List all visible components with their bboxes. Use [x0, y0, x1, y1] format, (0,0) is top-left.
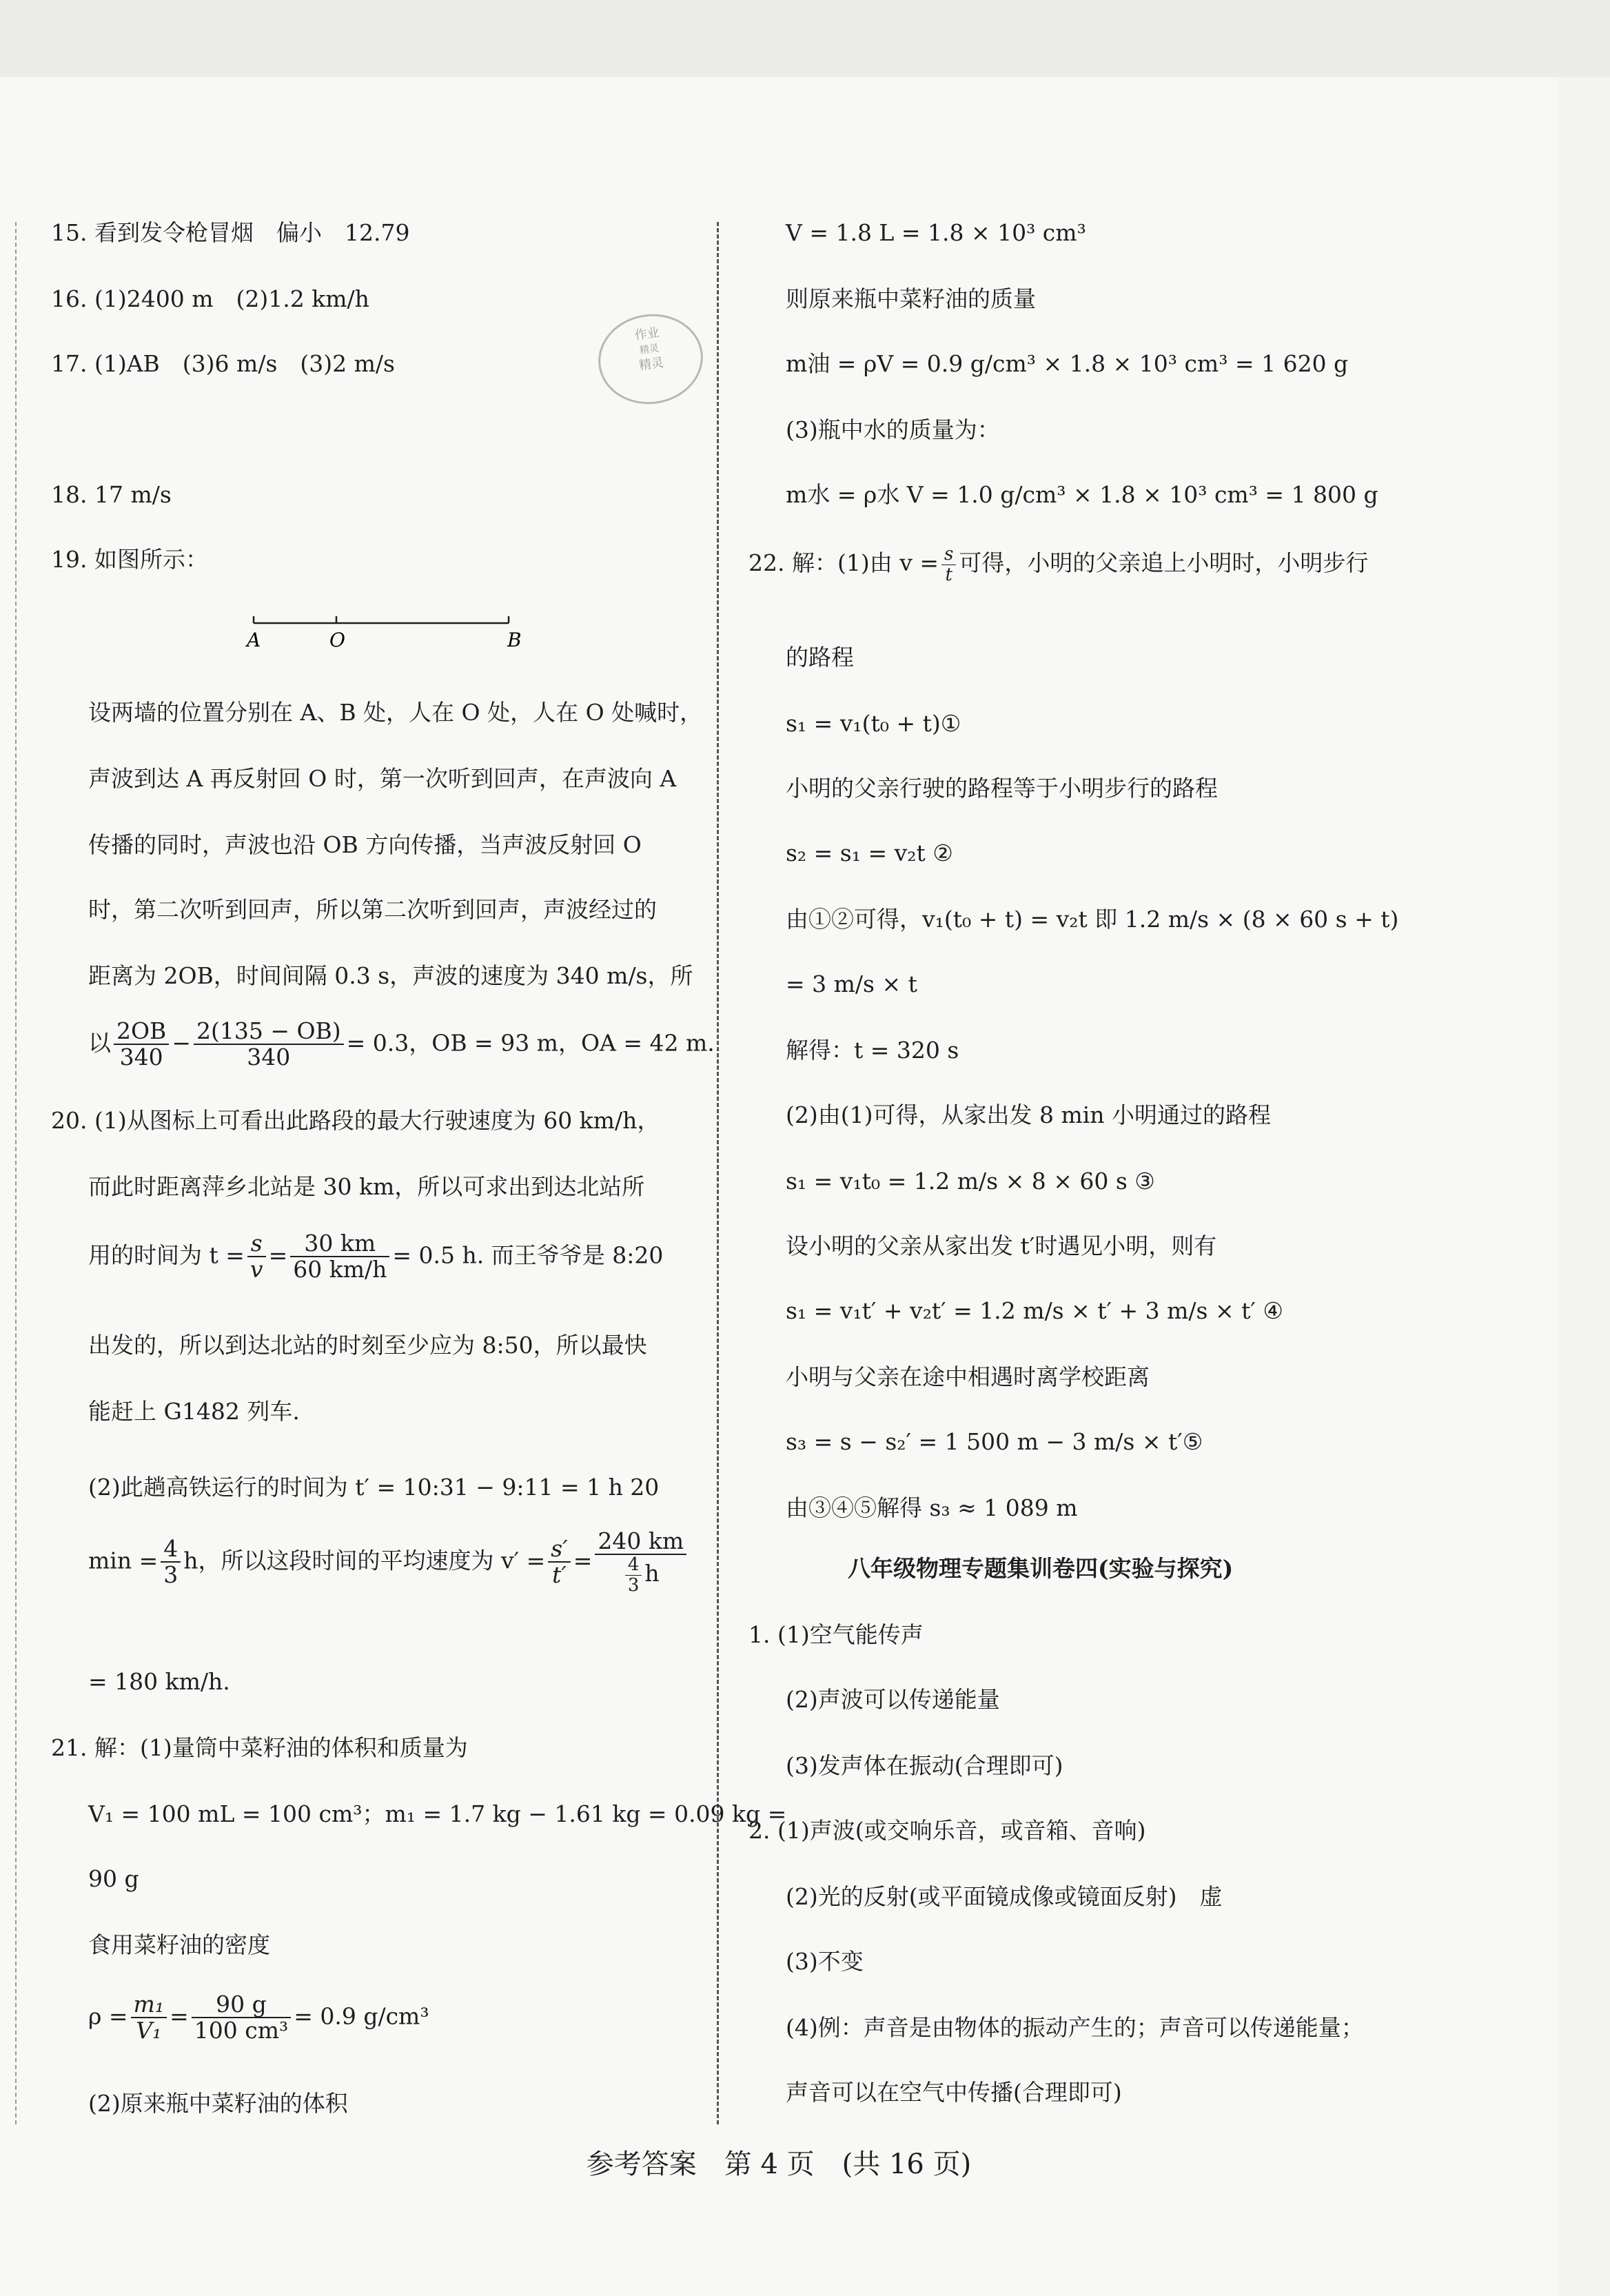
- answer-19-line: 声波到达 A 再反射回 O 时，第一次听到回声，在声波向 A: [88, 765, 677, 792]
- eq-text: =: [268, 1241, 288, 1269]
- fraction: [161, 1536, 181, 1588]
- answer-20-line: 能赶上 G1482 列车.: [88, 1398, 300, 1425]
- fraction: [941, 545, 956, 585]
- eq-text: h，所以这段时间的平均速度为 v′ =: [183, 1547, 546, 1574]
- stamp-text: 精灵: [639, 343, 660, 357]
- fraction-numerator: s: [941, 545, 956, 565]
- answer-21-line: 90 g: [88, 1865, 139, 1892]
- fraction-denominator: t′: [552, 1561, 567, 1589]
- answer-22-line: 由①②可得，v₁(t₀ + t) = v₂t 即 1.2 m/s × (8 × 60 s + t): [786, 906, 1399, 933]
- experiment-2-line: 2. (1)声波(或交响乐音，或音箱、音响): [748, 1817, 1146, 1844]
- answer-20-line: 出发的，所以到达北站的时刻至少应为 8:50，所以最快: [88, 1332, 647, 1359]
- fraction-numerator: m₁: [131, 1992, 167, 2018]
- answer-20-line: 而此时距离萍乡北站是 30 km，所以可求出到达北站所: [88, 1173, 645, 1200]
- fraction-numerator: 2OB: [114, 1019, 169, 1045]
- fraction-numerator: 4: [625, 1555, 642, 1576]
- experiment-1-line: 1. (1)空气能传声: [748, 1621, 924, 1648]
- eq-text: 22. 解：(1)由 v =: [748, 549, 939, 577]
- eq-text: ρ =: [88, 2002, 128, 2030]
- fraction-denominator: 60 km/h: [293, 1256, 387, 1283]
- answer-19-line: 时，第二次听到回声，所以第二次听到回声，声波经过的: [88, 896, 657, 923]
- experiment-1-line: (2)声波可以传递能量: [786, 1686, 1000, 1713]
- left-margin-rule: [15, 222, 17, 2124]
- point-b-label: B: [507, 629, 522, 651]
- answer-21-line: V₁ = 100 mL = 100 cm³；m₁ = 1.7 kg − 1.61 kg = 0.09 kg =: [88, 1800, 787, 1827]
- experiment-2-line: (2)光的反射(或平面镜成像或镜面反射) 虚: [786, 1883, 1223, 1910]
- answer-21-cont: m油 = ρV = 0.9 g/cm³ × 1.8 × 10³ cm³ = 1 620 g: [786, 350, 1349, 377]
- answer-22-line: s₁ = v₁(t₀ + t)①: [786, 710, 961, 737]
- answer-22-line: (2)由(1)可得，从家出发 8 min 小明通过的路程: [786, 1101, 1272, 1128]
- fraction: [290, 1231, 389, 1283]
- eq-text: =: [573, 1547, 593, 1574]
- fraction: [114, 1019, 169, 1070]
- eq-text: = 0.3，OB = 93 m，OA = 42 m.: [346, 1029, 715, 1057]
- answer-22-line: 小明与父亲在途中相遇时离学校距离: [786, 1363, 1150, 1390]
- section-heading: 八年级物理专题集训卷四(实验与探究): [848, 1555, 1234, 1582]
- eq-text: h: [644, 1560, 660, 1587]
- eq-text: min =: [88, 1547, 159, 1574]
- fraction-numerator: s′: [548, 1536, 570, 1563]
- eq-text: 以: [88, 1029, 111, 1057]
- answer-22-line: 由③④⑤解得 s₃ ≈ 1 089 m: [786, 1494, 1078, 1521]
- eq-text: 用的时间为 t =: [88, 1241, 245, 1269]
- answer-21-cont: 则原来瓶中菜籽油的质量: [786, 285, 1036, 312]
- eq-text: 可得，小明的父亲追上小明时，小明步行: [959, 549, 1369, 577]
- eq-text: −: [172, 1029, 191, 1057]
- fraction-numerator: s: [247, 1231, 266, 1257]
- answer-19-line: 距离为 2OB，时间间隔 0.3 s，声波的速度为 340 m/s，所: [88, 962, 693, 989]
- fraction: [548, 1536, 570, 1588]
- answer-21-line: 21. 解：(1)量筒中菜籽油的体积和质量为: [51, 1734, 468, 1761]
- experiment-2-line: (3)不变: [786, 1948, 864, 1975]
- answer-21-cont: V = 1.8 L = 1.8 × 10³ cm³: [786, 219, 1086, 246]
- fraction-denominator: 340: [119, 1044, 163, 1071]
- fraction-denominator: t: [945, 564, 952, 585]
- answer-20-line: (2)此趟高铁运行的时间为 t′ = 10:31 − 9:11 = 1 h 20: [88, 1474, 660, 1501]
- point-a-label: A: [247, 629, 261, 651]
- answer-20-equation: [88, 1529, 689, 1595]
- answer-19-intro: 19. 如图所示：: [51, 546, 208, 573]
- answer-18: 18. 17 m/s: [51, 481, 172, 508]
- page-footer: 参考答案 第 4 页 (共 16 页): [586, 2148, 972, 2180]
- fraction-denominator: V₁: [136, 2017, 162, 2044]
- fraction-denominator: 340: [247, 1044, 291, 1071]
- eq-text: =: [170, 2002, 189, 2030]
- fraction-denominator: 3: [163, 1561, 179, 1589]
- fraction-denominator: 3: [627, 1574, 640, 1596]
- point-o-label: O: [329, 629, 345, 651]
- answer-20-line: = 180 km/h.: [88, 1668, 230, 1695]
- fraction: [192, 1992, 291, 2044]
- top-band: [0, 0, 1610, 77]
- fraction: [595, 1529, 686, 1595]
- answer-22-line: 解得：t = 320 s: [786, 1037, 959, 1064]
- eq-text: = 0.9 g/cm³: [294, 2002, 429, 2030]
- answer-22-line: s₁ = v₁t₀ = 1.2 m/s × 8 × 60 s ③: [786, 1168, 1155, 1195]
- answer-22-line: 的路程: [786, 644, 854, 671]
- fraction-denominator: 100 cm³: [194, 2017, 289, 2044]
- fraction-denominator: [595, 1555, 686, 1595]
- answer-16: 16. (1)2400 m (2)1.2 km/h: [51, 285, 369, 312]
- eq-text: = 0.5 h. 而王爷爷是 8:20: [392, 1241, 664, 1269]
- stamp-text: 精灵: [638, 355, 665, 374]
- answer-22-line: s₂ = s₁ = v₂t ②: [786, 840, 953, 866]
- answer-17: 17. (1)AB (3)6 m/s (3)2 m/s: [51, 350, 395, 377]
- fraction-numerator: 30 km: [290, 1231, 389, 1257]
- fraction: [194, 1019, 344, 1070]
- answer-21-cont: m水 = ρ水 V = 1.0 g/cm³ × 1.8 × 10³ cm³ = 1 800 g: [786, 481, 1378, 508]
- answer-21-equation: [88, 1992, 429, 2044]
- answer-20-equation: [88, 1231, 663, 1283]
- experiment-1-line: (3)发声体在振动(合理即可): [786, 1752, 1063, 1779]
- answer-20-line: 20. (1)从图标上可看出此路段的最大行驶速度为 60 km/h，: [51, 1107, 660, 1134]
- answer-21-line: 食用菜籽油的密度: [88, 1931, 270, 1958]
- answer-22-line: s₁ = v₁t′ + v₂t′ = 1.2 m/s × t′ + 3 m/s × t′ ④: [786, 1297, 1283, 1324]
- answer-22-line: = 3 m/s × t: [786, 971, 917, 997]
- fraction-numerator: 240 km: [595, 1529, 686, 1555]
- answer-19-equation: [88, 1019, 715, 1070]
- fraction-numerator: 2(135 − OB): [194, 1019, 344, 1045]
- fraction-numerator: 4: [161, 1536, 181, 1563]
- fraction: [247, 1231, 266, 1283]
- experiment-2-line: (4)例：声音是由物体的振动产生的；声音可以传递能量；: [786, 2014, 1364, 2041]
- nested-fraction: [625, 1555, 642, 1595]
- answer-21-cont: (3)瓶中水的质量为：: [786, 416, 1000, 443]
- answer-22-line: 设小明的父亲从家出发 t′时遇见小明，则有: [786, 1232, 1217, 1259]
- answer-15: 15. 看到发令枪冒烟 偏小 12.79: [51, 219, 410, 246]
- answer-21-line: (2)原来瓶中菜籽油的体积: [88, 2090, 348, 2117]
- fraction: [131, 1992, 167, 2044]
- stamp-text: 作业: [633, 325, 661, 343]
- answer-19-line: 设两墙的位置分别在 A、B 处，人在 O 处，人在 O 处喊时，: [88, 699, 703, 726]
- answer-22-line: s₃ = s − s₂′ = 1 500 m − 3 m/s × t′⑤: [786, 1428, 1203, 1455]
- wall-position-diagram: [234, 607, 538, 662]
- column-divider: [717, 222, 719, 2124]
- experiment-2-line: 声音可以在空气中传播(合理即可): [786, 2079, 1122, 2106]
- answer-19-line: 传播的同时，声波也沿 OB 方向传播，当声波反射回 O: [88, 831, 642, 858]
- fraction-numerator: 90 g: [192, 1992, 291, 2018]
- fraction-denominator: v: [249, 1256, 263, 1283]
- answer-22-line: 小明的父亲行驶的路程等于小明步行的路程: [786, 775, 1218, 802]
- answer-22-equation: [748, 545, 1368, 585]
